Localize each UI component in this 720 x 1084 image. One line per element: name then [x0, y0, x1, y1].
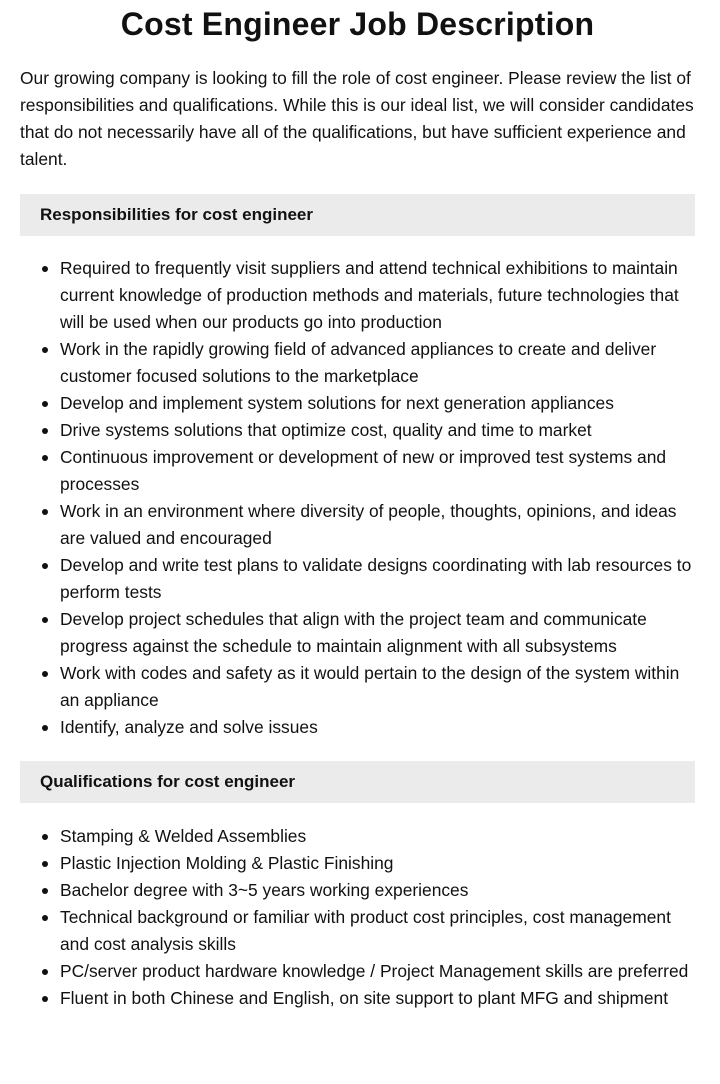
responsibility-item: Develop and implement system solutions for next generation appliances	[60, 390, 695, 417]
responsibility-item: Identify, analyze and solve issues	[60, 714, 695, 741]
responsibility-item: Work with codes and safety as it would pertain to the design of the system within an appliance	[60, 660, 695, 714]
responsibilities-list	[20, 255, 695, 741]
responsibility-item: Develop and write test plans to validate designs coordinating with lab resources to perform tests	[60, 552, 695, 606]
responsibility-item: Develop project schedules that align with the project team and communicate progress against the schedule to maintain alignment with all subsystems	[60, 606, 695, 660]
qualification-item: Stamping & Welded Assemblies	[60, 823, 695, 850]
qualifications-heading: Qualifications for cost engineer	[20, 761, 695, 803]
qualification-item: Plastic Injection Molding & Plastic Finishing	[60, 850, 695, 877]
responsibility-item: Drive systems solutions that optimize cost, quality and time to market	[60, 417, 695, 444]
qualification-item: PC/server product hardware knowledge / Project Management skills are preferred	[60, 958, 695, 985]
qualifications-list	[20, 823, 695, 1012]
intro-paragraph: Our growing company is looking to fill the role of cost engineer. Please review the list of responsibilities and qualifications. While this is our ideal list, we will consider candidates that do not necessarily have all of the qualifications, but have sufficient experience and talent.	[20, 68, 694, 169]
responsibility-item: Work in the rapidly growing field of advanced appliances to create and deliver customer focused solutions to the marketplace	[60, 336, 695, 390]
qualification-item: Technical background or familiar with product cost principles, cost management and cost analysis skills	[60, 904, 695, 958]
responsibility-item: Required to frequently visit suppliers and attend technical exhibitions to maintain current knowledge of production methods and materials, future technologies that will be used when our products go into production	[60, 255, 695, 336]
page-title: Cost Engineer Job Description	[120, 6, 595, 42]
responsibility-item: Work in an environment where diversity of people, thoughts, opinions, and ideas are valued and encouraged	[60, 498, 695, 552]
qualification-item: Fluent in both Chinese and English, on site support to plant MFG and shipment	[60, 985, 695, 1012]
responsibility-item: Continuous improvement or development of new or improved test systems and processes	[60, 444, 695, 498]
qualification-item: Bachelor degree with 3~5 years working experiences	[60, 877, 695, 904]
responsibilities-heading: Responsibilities for cost engineer	[20, 194, 695, 236]
